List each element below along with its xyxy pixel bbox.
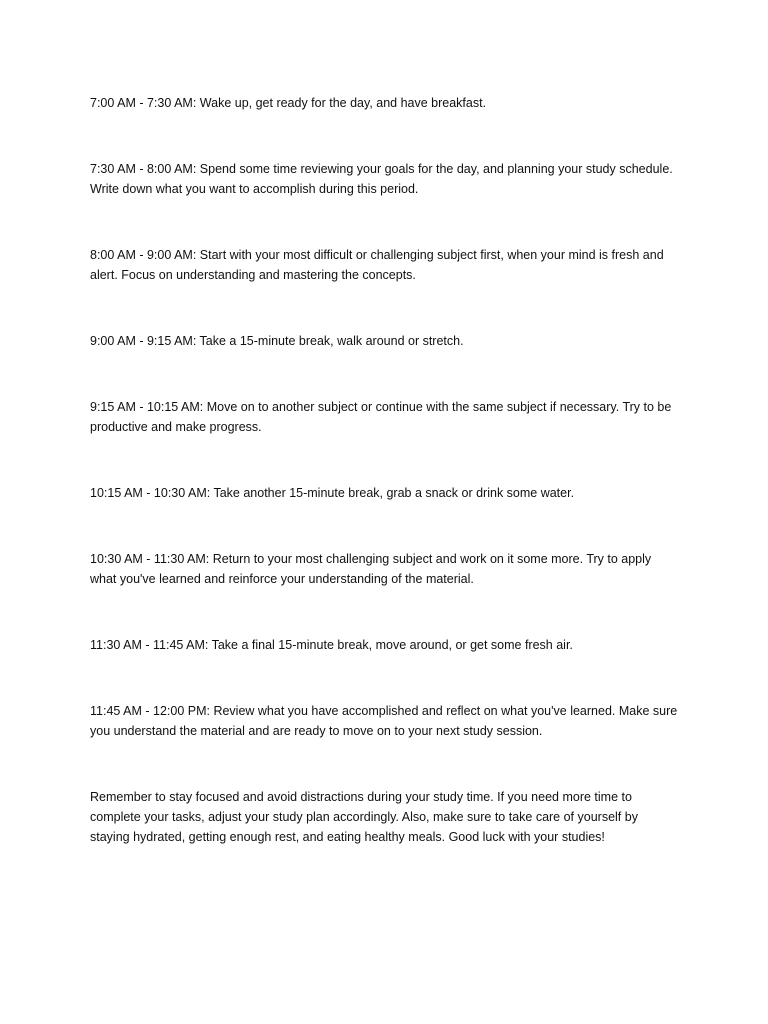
schedule-entry-1130: 11:30 AM - 11:45 AM: Take a final 15-minute break, move around, or get some fresh air. [90,638,573,652]
schedule-entry-0800: 8:00 AM - 9:00 AM: Start with your most difficult or challenging subject first, when your mind is fresh and alert. Focus on understanding and mastering the concepts. [90,248,664,282]
schedule-entry-0900: 9:00 AM - 9:15 AM: Take a 15-minute break, walk around or stretch. [90,334,464,348]
schedule-entry-0730: 7:30 AM - 8:00 AM: Spend some time reviewing your goals for the day, and planning your study schedule. Write down what you want to accomplish during this period. [90,162,673,196]
schedule-entry-1030: 10:30 AM - 11:30 AM: Return to your most challenging subject and work on it some more. Try to apply what you've learned and reinforce your understanding of the material. [90,552,652,586]
schedule-entry-0700: 7:00 AM - 7:30 AM: Wake up, get ready for the day, and have breakfast. [90,96,487,110]
schedule-entry-0915: 9:15 AM - 10:15 AM: Move on to another subject or continue with the same subject if necessary. Try to be productive and make progress. [90,400,672,434]
document-body [90,93,680,893]
schedule-entry-1015: 10:15 AM - 10:30 AM: Take another 15-minute break, grab a snack or drink some water. [90,486,575,500]
schedule-entry-1145: 11:45 AM - 12:00 PM: Review what you have accomplished and reflect on what you've learned. Make sure you understand the material and are ready to move on to your next study session. [90,704,678,738]
closing-paragraph: Remember to stay focused and avoid distractions during your study time. If you need more time to complete your tasks, adjust your study plan accordingly. Also, make sure to take care of yourself by staying hydrated, getting enough rest, and eating healthy meals. Good luck with your studies! [90,790,638,844]
